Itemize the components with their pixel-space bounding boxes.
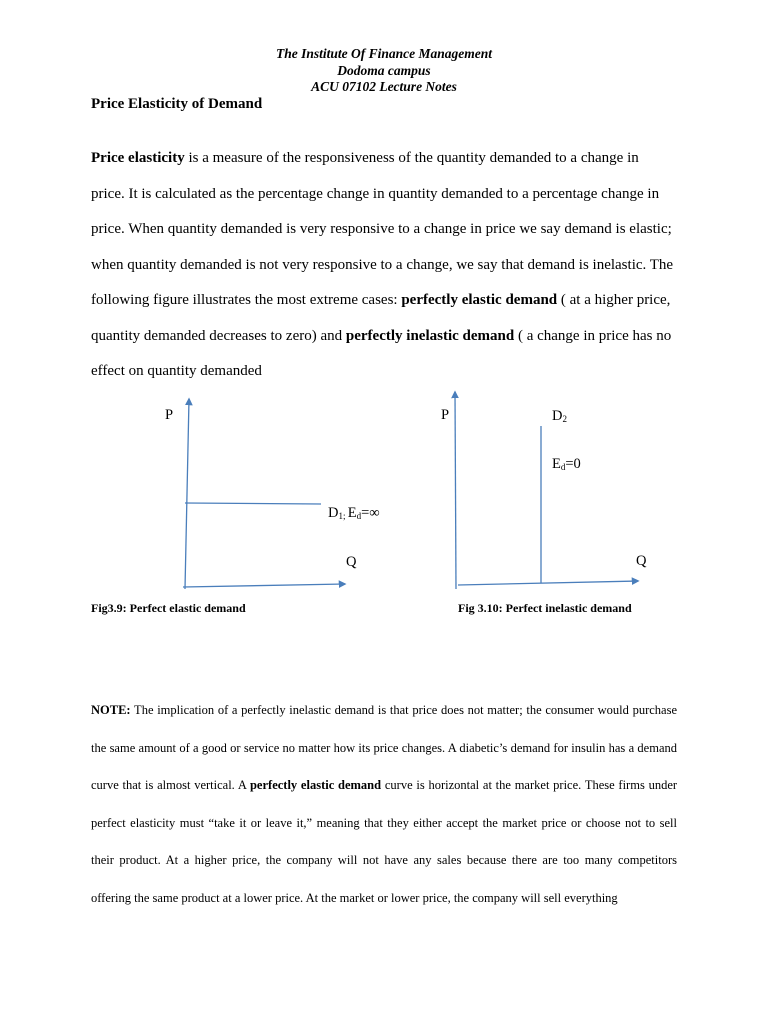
fig1-demand-curve <box>185 503 321 504</box>
fig2-elasticity-label <box>552 456 581 473</box>
fig1-curve-label-esub: d <box>356 511 362 521</box>
intro-text: is a measure of the responsiveness of the quantity demanded to a change in <box>184 150 639 166</box>
header-campus: Dodoma campus <box>337 62 431 78</box>
fig1-curve-label-sub: 1; <box>338 511 348 521</box>
fig1-y-axis <box>185 399 189 589</box>
intro-text: ( a change in price has no <box>514 327 672 344</box>
note-line-5: their product. At a higher price, the company will not have any sales because there are too many competitors <box>91 853 677 868</box>
fig2-x-label: Q <box>636 553 647 569</box>
fig2-e-val: =0 <box>565 456 581 472</box>
fig1-curve-label <box>328 505 380 522</box>
fig1-curve-label-val: =∞ <box>361 505 380 521</box>
intro-line-2: price. It is calculated as the percentage change in quantity demanded to a percentage change in <box>91 185 660 202</box>
note-line-6: offering the same product at a lower price. At the market or lower price, the company will sell everything <box>91 890 618 905</box>
fig2-y-axis <box>455 392 456 589</box>
fig2-curve-label-sub: 2 <box>562 414 567 424</box>
term-perfectly-elastic-demand: perfectly elastic demand <box>249 778 382 793</box>
fig1-x-label: Q <box>346 554 357 570</box>
note-line-1 <box>91 692 677 730</box>
term-perfectly-inelastic: perfectly inelastic demand <box>345 327 515 344</box>
note-text: curve is horizontal at the market price. These firms under <box>381 778 678 793</box>
note-line-3 <box>91 767 677 805</box>
fig1-y-label: P <box>165 407 174 423</box>
note-text: curve that is almost vertical. A <box>91 778 250 793</box>
header-course: ACU 07102 Lecture Notes <box>311 79 457 94</box>
fig1-x-axis <box>183 584 345 587</box>
term-price-elasticity: Price elasticity <box>91 150 185 166</box>
fig2-e-sub: d <box>560 462 566 472</box>
fig1-curve-label-d: D <box>328 505 339 521</box>
section-title: Price Elasticity of Demand <box>91 96 263 112</box>
intro-text: ( at a higher price, <box>557 292 671 308</box>
intro-text: following figure illustrates the most extreme cases: <box>91 292 402 308</box>
fig2-x-axis <box>458 581 638 585</box>
note-line-4: perfect elasticity must “take it or leave it,” meaning that they either accept the market price or choose not to sell <box>91 815 677 830</box>
fig1-caption: Fig3.9: Perfect elastic demand <box>91 601 246 615</box>
intro-text: quantity demanded decreases to zero) and <box>91 327 346 344</box>
note-label: NOTE: <box>91 703 131 717</box>
header-institute: The Institute Of Finance Management <box>275 46 493 61</box>
fig2-y-label: P <box>441 407 450 423</box>
note-paragraph <box>91 692 677 918</box>
note-text: The implication of a perfectly inelastic demand is that price does not matter; the consumer would purchase <box>130 703 677 717</box>
fig1-curve-label-e: E <box>347 505 357 521</box>
term-perfectly-elastic: perfectly elastic demand <box>401 292 558 308</box>
intro-line-7: effect on quantity demanded <box>91 363 262 379</box>
intro-line-3: price. When quantity demanded is very responsive to a change in price we say demand is elastic; <box>91 221 672 237</box>
fig2-caption: Fig 3.10: Perfect inelastic demand <box>458 601 632 615</box>
intro-line-4: when quantity demanded is not very responsive to a change, we say that demand is inelastic. The <box>91 256 674 273</box>
fig2-curve-label <box>552 408 567 425</box>
note-line-2: the same amount of a good or service no matter how its price changes. A diabetic’s demand for insulin has a demand <box>91 740 677 755</box>
fig2-curve-label-d: D <box>552 408 563 424</box>
fig2-e: E <box>552 456 561 472</box>
